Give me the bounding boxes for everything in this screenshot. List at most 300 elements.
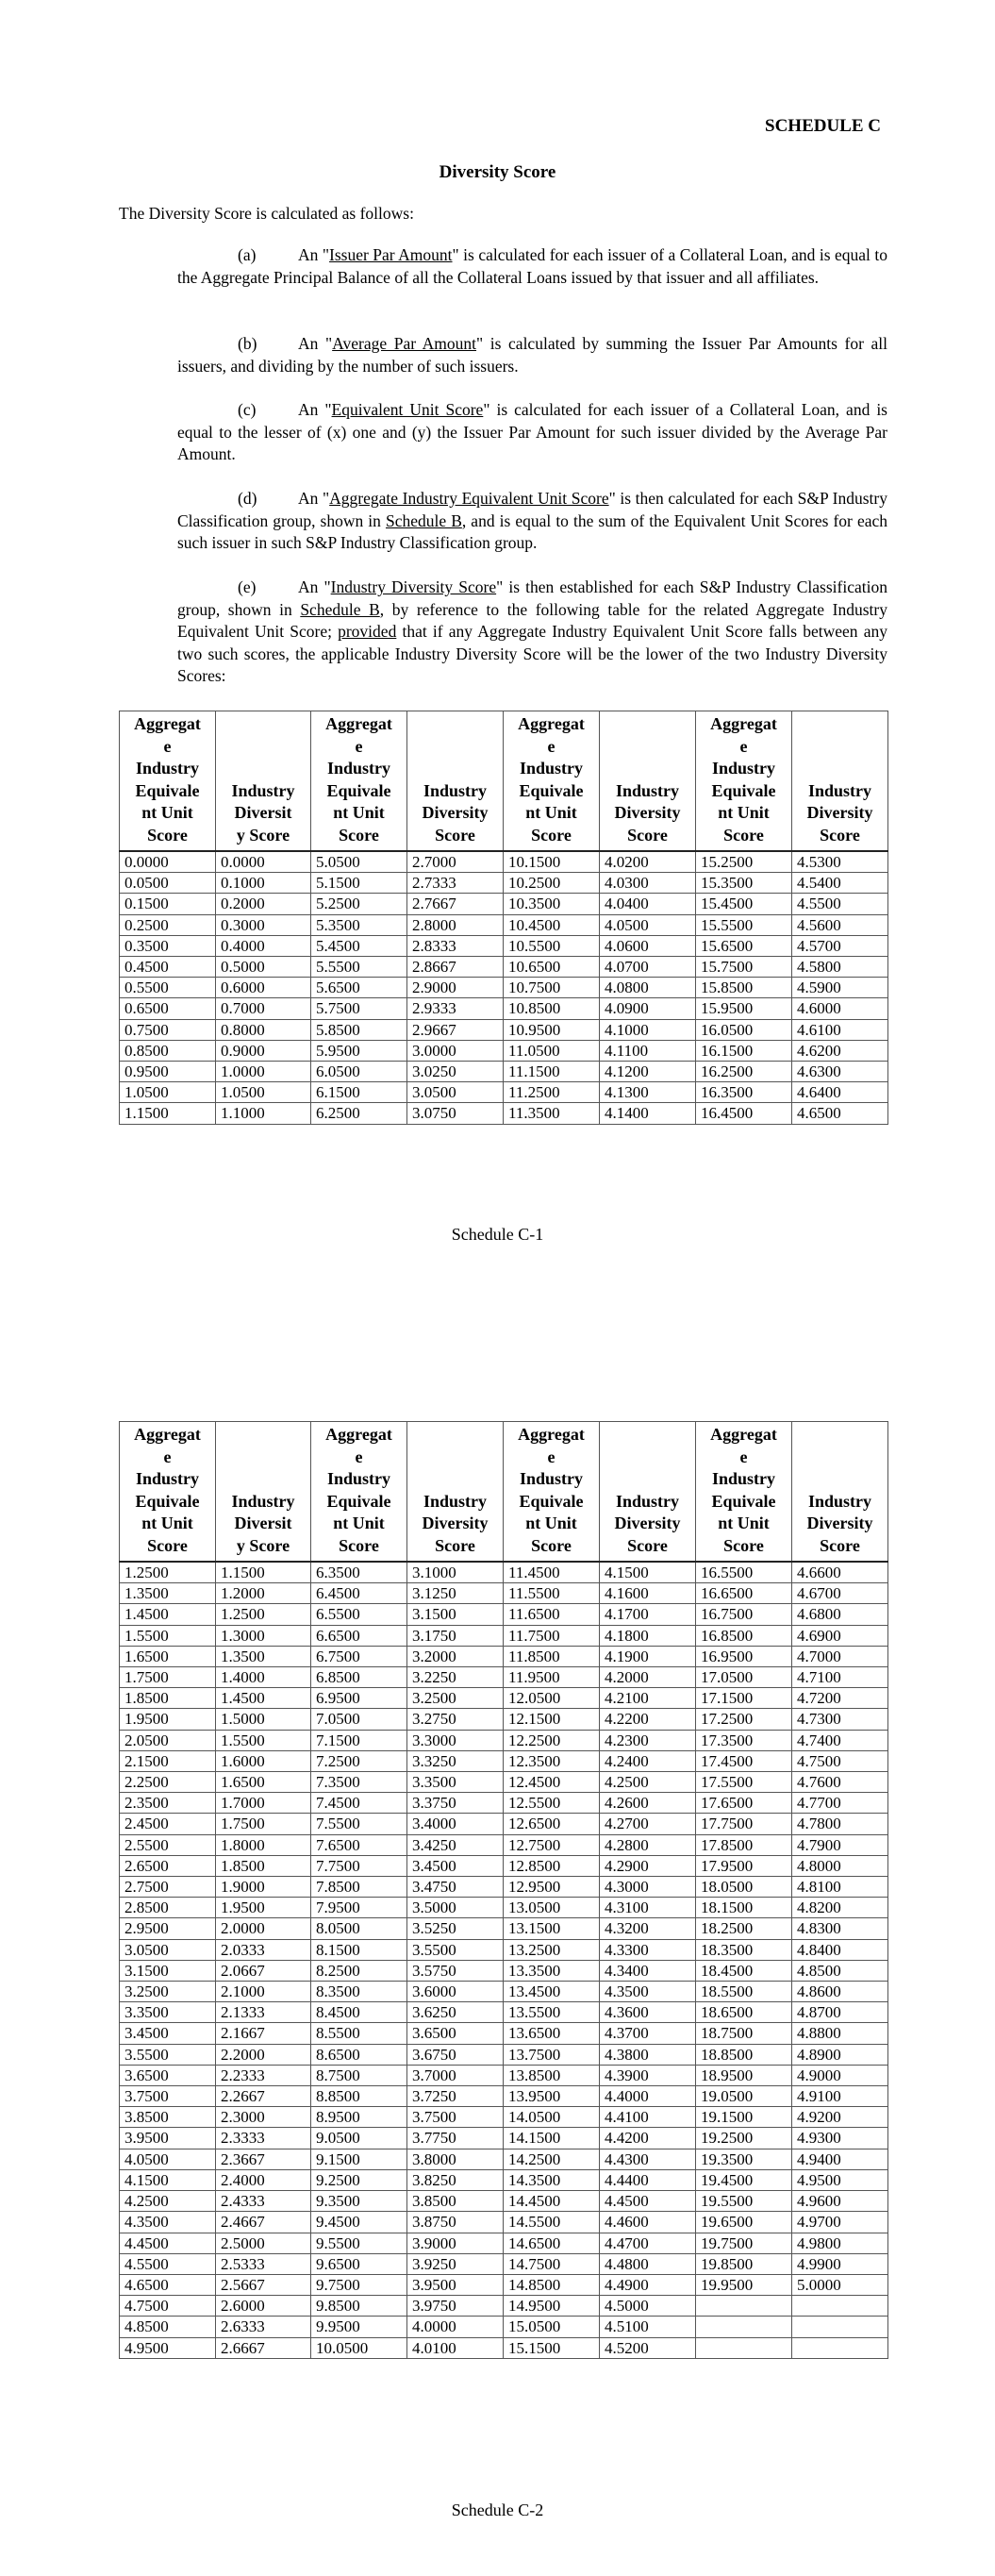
table-row xyxy=(120,1898,888,1918)
table-cell: 4.6300 xyxy=(792,1062,888,1082)
table-cell: 11.4500 xyxy=(504,1562,600,1583)
table-cell: 4.1000 xyxy=(600,1019,696,1040)
paragraph-label: (c) xyxy=(238,400,257,419)
intro-text: The Diversity Score is calculated as follows: xyxy=(119,204,414,223)
table-cell: 19.0500 xyxy=(696,2086,792,2107)
header-line: Aggregat xyxy=(518,1425,585,1444)
header-line: Equivale xyxy=(711,780,776,800)
table-cell: 1.8500 xyxy=(120,1688,216,1709)
table-row xyxy=(120,1855,888,1876)
table-row xyxy=(120,1625,888,1646)
table-cell: 2.5333 xyxy=(216,2253,311,2274)
page-2 xyxy=(0,1283,995,2576)
table-cell: 6.6500 xyxy=(311,1625,407,1646)
table-cell: 19.9500 xyxy=(696,2274,792,2295)
table-cell: 0.2000 xyxy=(216,894,311,914)
table-row xyxy=(120,1583,888,1604)
table-cell: 4.5100 xyxy=(600,2317,696,2337)
table-cell: 4.9400 xyxy=(792,2149,888,2169)
table-cell: 13.7500 xyxy=(504,2044,600,2065)
table-cell: 4.2300 xyxy=(600,1730,696,1750)
table-cell: 2.6000 xyxy=(216,2296,311,2317)
table-cell: 0.5500 xyxy=(120,978,216,998)
table-row xyxy=(120,2065,888,2085)
page-footer: Schedule C-2 xyxy=(451,2501,544,2519)
header-line: Industry xyxy=(326,759,391,778)
table-cell: 13.0500 xyxy=(504,1898,600,1918)
header-line: y Score xyxy=(236,1535,290,1555)
table-cell: 2.3667 xyxy=(216,2149,311,2169)
table-cell: 4.2500 xyxy=(120,2191,216,2212)
table-cell: 17.1500 xyxy=(696,1688,792,1709)
header-line: Industry xyxy=(135,759,200,778)
table-cell: 1.1000 xyxy=(216,1103,311,1124)
table-cell: 1.1500 xyxy=(216,1562,311,1583)
table-cell: 3.8750 xyxy=(407,2212,504,2233)
table-cell: 4.7800 xyxy=(792,1814,888,1834)
table-cell: 10.3500 xyxy=(504,894,600,914)
table-cell: 3.7750 xyxy=(407,2128,504,2149)
table-cell: 4.0500 xyxy=(600,914,696,935)
paragraph-c xyxy=(177,399,887,466)
table-row xyxy=(120,2212,888,2233)
table-cell: 1.0000 xyxy=(216,1062,311,1082)
header-line: Aggregat xyxy=(134,1425,201,1444)
header-line: Aggregat xyxy=(710,714,777,733)
table-cell: 4.5500 xyxy=(120,2253,216,2274)
table-cell: 19.3500 xyxy=(696,2149,792,2169)
table-cell: 19.5500 xyxy=(696,2191,792,2212)
table-cell: 17.4500 xyxy=(696,1750,792,1771)
table-cell: 3.4500 xyxy=(407,1855,504,1876)
table-row xyxy=(120,873,888,894)
table-cell: 4.0100 xyxy=(407,2337,504,2358)
header-line: Industry xyxy=(519,759,584,778)
table-cell: 4.1400 xyxy=(600,1103,696,1124)
table-cell: 13.3500 xyxy=(504,1960,600,1981)
table-cell: 16.8500 xyxy=(696,1625,792,1646)
header-diversity-score xyxy=(216,711,311,852)
table-row xyxy=(120,1667,888,1688)
table-cell: 1.2000 xyxy=(216,1583,311,1604)
table-cell: 4.4500 xyxy=(600,2191,696,2212)
table-cell: 16.2500 xyxy=(696,1062,792,1082)
header-line: nt Unit xyxy=(333,1514,385,1532)
header-line: y Score xyxy=(236,825,290,845)
header-line: nt Unit xyxy=(525,803,577,822)
table-row xyxy=(120,1562,888,1583)
table-cell: 19.6500 xyxy=(696,2212,792,2233)
table-cell: 4.7700 xyxy=(792,1793,888,1814)
table-cell: 4.8900 xyxy=(792,2044,888,2065)
table-cell: 3.7500 xyxy=(120,2086,216,2107)
table-cell: 4.0400 xyxy=(600,894,696,914)
table-row xyxy=(120,1019,888,1040)
table-cell: 18.9500 xyxy=(696,2065,792,2085)
table-cell: 2.4500 xyxy=(120,1814,216,1834)
table-cell: 4.6700 xyxy=(792,1583,888,1604)
table-cell: 3.8500 xyxy=(120,2107,216,2128)
table-cell: 3.5000 xyxy=(407,1898,504,1918)
page-1 xyxy=(0,0,995,1283)
table-row xyxy=(120,1103,888,1124)
table-cell: 3.3250 xyxy=(407,1750,504,1771)
table-cell: 9.0500 xyxy=(311,2128,407,2149)
paragraph-text: An " xyxy=(298,489,330,508)
table-cell: 11.1500 xyxy=(504,1062,600,1082)
table-cell: 4.0800 xyxy=(600,978,696,998)
paragraph-text: , and is equal to the sum of the Equivalent Unit Scores for each such issuer in such S&P Industry Classification group. xyxy=(177,510,887,552)
header-line: Industry xyxy=(615,780,680,800)
table-cell: 4.1800 xyxy=(600,1625,696,1646)
table-cell: 3.7000 xyxy=(407,2065,504,2085)
table-cell: 9.8500 xyxy=(311,2296,407,2317)
table-cell: 4.8000 xyxy=(792,1855,888,1876)
table-cell: 7.0500 xyxy=(311,1709,407,1730)
table-cell: 14.5500 xyxy=(504,2212,600,2233)
diversity-score-table-1 xyxy=(119,711,888,1125)
paragraph-text: that if any Aggregate Industry Equivalent Unit Score falls between any two such scores, the applicable Industry Diversity Score will be the lower of the two Industry Diversity Scores: xyxy=(177,622,887,685)
table-cell: 6.3500 xyxy=(311,1562,407,1583)
table-cell: 0.3000 xyxy=(216,914,311,935)
table-cell: 12.3500 xyxy=(504,1750,600,1771)
table-cell: 6.2500 xyxy=(311,1103,407,1124)
table-cell: 4.4300 xyxy=(600,2149,696,2169)
table-cell: 9.6500 xyxy=(311,2253,407,2274)
table-cell: 0.1500 xyxy=(120,894,216,914)
table-cell: 0.3500 xyxy=(120,935,216,956)
header-diversity-score xyxy=(792,1422,888,1563)
table-cell: 3.2500 xyxy=(407,1688,504,1709)
table-cell: 7.2500 xyxy=(311,1750,407,1771)
table-cell: 3.5500 xyxy=(120,2044,216,2065)
table-cell: 7.5500 xyxy=(311,1814,407,1834)
table-cell: 15.1500 xyxy=(504,2337,600,2358)
table-cell: 16.5500 xyxy=(696,1562,792,1583)
table-cell: 5.5500 xyxy=(311,957,407,978)
header-line: Score xyxy=(820,1535,860,1555)
table-row xyxy=(120,1646,888,1666)
table-cell: 4.8500 xyxy=(792,1960,888,1981)
table-cell: 4.3100 xyxy=(600,1898,696,1918)
table-cell: 2.2333 xyxy=(216,2065,311,2085)
table-cell: 18.4500 xyxy=(696,1960,792,1981)
table-cell: 2.9667 xyxy=(407,1019,504,1040)
table-row xyxy=(120,2233,888,2253)
table-cell: 15.2500 xyxy=(696,851,792,873)
table-cell: 3.2250 xyxy=(407,1667,504,1688)
table-cell: 2.6500 xyxy=(120,1855,216,1876)
paragraph-text: An " xyxy=(298,400,332,419)
table-cell: 8.0500 xyxy=(311,1918,407,1939)
header-line: Score xyxy=(627,825,668,845)
table-cell: 16.0500 xyxy=(696,1019,792,1040)
header-line: Diversity xyxy=(422,1514,489,1532)
table-cell: 1.6500 xyxy=(120,1646,216,1666)
header-line: Industry xyxy=(519,1469,584,1488)
table-cell: 2.7333 xyxy=(407,873,504,894)
header-line: Industry xyxy=(423,1491,488,1511)
table-cell: 4.9300 xyxy=(792,2128,888,2149)
header-diversity-score xyxy=(216,1422,311,1563)
table-cell: 0.5000 xyxy=(216,957,311,978)
table-cell: 4.6600 xyxy=(792,1562,888,1583)
table-cell: 3.4750 xyxy=(407,1877,504,1898)
table-cell: 10.5500 xyxy=(504,935,600,956)
table-cell: 2.9000 xyxy=(407,978,504,998)
table-cell: 7.9500 xyxy=(311,1898,407,1918)
table-cell: 2.8667 xyxy=(407,957,504,978)
table-cell: 4.5000 xyxy=(600,2296,696,2317)
table-cell: 1.4000 xyxy=(216,1667,311,1688)
table-cell: 4.0200 xyxy=(600,851,696,873)
table-cell: 4.5500 xyxy=(792,894,888,914)
table-cell: 11.5500 xyxy=(504,1583,600,1604)
table-cell: 3.6500 xyxy=(407,2023,504,2044)
table-cell: 3.8500 xyxy=(407,2191,504,2212)
header-line: Equivale xyxy=(135,780,200,800)
table-cell: 17.2500 xyxy=(696,1709,792,1730)
table-cell: 4.0500 xyxy=(120,2149,216,2169)
table-cell: 16.6500 xyxy=(696,1583,792,1604)
defined-term: Equivalent Unit Score xyxy=(331,400,484,419)
table-cell: 13.1500 xyxy=(504,1918,600,1939)
header-line: e xyxy=(355,1447,363,1466)
table-cell: 3.8250 xyxy=(407,2169,504,2190)
table-cell: 0.8000 xyxy=(216,1019,311,1040)
table-cell: 3.6250 xyxy=(407,2002,504,2023)
header-line: nt Unit xyxy=(333,803,385,822)
header-line: Equivale xyxy=(326,780,391,800)
table-cell: 5.2500 xyxy=(311,894,407,914)
table-cell: 4.9000 xyxy=(792,2065,888,2085)
header-diversity-score xyxy=(407,1422,504,1563)
table-cell: 19.4500 xyxy=(696,2169,792,2190)
table-cell: 1.3000 xyxy=(216,1625,311,1646)
table-cell: 6.7500 xyxy=(311,1646,407,1666)
header-diversity-score xyxy=(792,711,888,852)
table-cell xyxy=(792,2317,888,2337)
table-cell: 15.6500 xyxy=(696,935,792,956)
paragraph-text: " is then established for each S&P Industry Classification group, shown in xyxy=(177,577,887,619)
table-cell: 0.7000 xyxy=(216,998,311,1019)
table-cell: 4.2100 xyxy=(600,1688,696,1709)
table-row xyxy=(120,851,888,873)
table-header-row xyxy=(120,711,888,852)
table-cell: 3.1250 xyxy=(407,1583,504,1604)
table-cell: 0.2500 xyxy=(120,914,216,935)
table-cell xyxy=(792,2296,888,2317)
header-line: Industry xyxy=(135,1469,200,1488)
header-line: e xyxy=(355,736,363,756)
table-cell: 4.0000 xyxy=(407,2317,504,2337)
table-cell: 4.0600 xyxy=(600,935,696,956)
header-aggregate-score xyxy=(311,711,407,852)
table-cell: 4.6800 xyxy=(792,1604,888,1625)
paragraph-text: An " xyxy=(298,334,333,353)
table-cell: 4.2000 xyxy=(600,1667,696,1688)
table-cell: 10.0500 xyxy=(311,2337,407,2358)
page-footer: Schedule C-1 xyxy=(451,1225,544,1244)
table-cell: 14.8500 xyxy=(504,2274,600,2295)
table-cell: 4.9700 xyxy=(792,2212,888,2233)
table-cell: 4.4100 xyxy=(600,2107,696,2128)
table-cell: 8.3500 xyxy=(311,1982,407,2002)
table-cell: 4.3400 xyxy=(600,1960,696,1981)
table-cell: 4.5300 xyxy=(792,851,888,873)
table-cell: 2.2667 xyxy=(216,2086,311,2107)
header-line: Industry xyxy=(711,759,776,778)
table-cell: 12.2500 xyxy=(504,1730,600,1750)
table-cell: 0.0000 xyxy=(216,851,311,873)
table-cell: 4.3300 xyxy=(600,1939,696,1960)
header-line: Aggregat xyxy=(134,714,201,733)
table-cell: 3.0500 xyxy=(407,1082,504,1103)
table-cell: 8.8500 xyxy=(311,2086,407,2107)
header-line: Score xyxy=(339,1535,379,1555)
table-cell: 15.7500 xyxy=(696,957,792,978)
table-cell: 3.2500 xyxy=(120,1982,216,2002)
table-cell: 5.9500 xyxy=(311,1040,407,1061)
header-line: Industry xyxy=(231,1491,295,1511)
table-row xyxy=(120,935,888,956)
table-cell: 1.5500 xyxy=(120,1625,216,1646)
header-line: nt Unit xyxy=(525,1514,577,1532)
defined-term: Industry Diversity Score xyxy=(330,577,497,596)
table-row xyxy=(120,2044,888,2065)
table-header-row xyxy=(120,1422,888,1563)
header-line: Equivale xyxy=(326,1491,391,1511)
paragraph-a xyxy=(177,244,887,289)
header-line: e xyxy=(739,1447,748,1466)
table-cell: 11.7500 xyxy=(504,1625,600,1646)
table-cell: 13.4500 xyxy=(504,1982,600,2002)
table-cell: 1.5500 xyxy=(216,1730,311,1750)
table-cell: 3.4250 xyxy=(407,1834,504,1855)
table-row xyxy=(120,1709,888,1730)
table-cell: 1.9500 xyxy=(120,1709,216,1730)
table-cell: 12.0500 xyxy=(504,1688,600,1709)
table-row xyxy=(120,2107,888,2128)
table-cell: 3.0500 xyxy=(120,1939,216,1960)
table-cell: 2.0667 xyxy=(216,1960,311,1981)
table-cell: 1.6500 xyxy=(216,1772,311,1793)
table-cell: 15.5500 xyxy=(696,914,792,935)
table-cell: 10.9500 xyxy=(504,1019,600,1040)
header-line: Equivale xyxy=(519,1491,584,1511)
table-cell: 12.8500 xyxy=(504,1855,600,1876)
defined-term: Average Par Amount xyxy=(332,334,477,353)
table-cell: 1.4500 xyxy=(120,1604,216,1625)
table-cell: 11.2500 xyxy=(504,1082,600,1103)
table-cell: 2.0333 xyxy=(216,1939,311,1960)
header-line: Equivale xyxy=(135,1491,200,1511)
table-cell: 4.4700 xyxy=(600,2233,696,2253)
paragraph-text: " is calculated for each issuer of a Collateral Loan, and is equal to the Aggregate Principal Balance of all the Collateral Loans issued by that issuer and all affiliates. xyxy=(177,245,887,287)
table-cell: 18.8500 xyxy=(696,2044,792,2065)
paragraph-label: (b) xyxy=(238,334,257,353)
table-cell: 4.6500 xyxy=(120,2274,216,2295)
table-cell: 3.2750 xyxy=(407,1709,504,1730)
header-aggregate-score xyxy=(504,711,600,852)
paragraph-label: (d) xyxy=(238,489,257,508)
table-cell: 1.6000 xyxy=(216,1750,311,1771)
table-cell: 8.2500 xyxy=(311,1960,407,1981)
table-row xyxy=(120,2274,888,2295)
table-cell: 17.6500 xyxy=(696,1793,792,1814)
header-line: Score xyxy=(435,825,475,845)
table-cell: 2.5667 xyxy=(216,2274,311,2295)
header-line: Score xyxy=(435,1535,475,1555)
table-cell: 4.4400 xyxy=(600,2169,696,2190)
table-cell: 3.9000 xyxy=(407,2233,504,2253)
table-cell: 6.9500 xyxy=(311,1688,407,1709)
document-heading: Diversity Score xyxy=(439,162,556,182)
table-cell: 10.8500 xyxy=(504,998,600,1019)
table-cell: 4.8700 xyxy=(792,2002,888,2023)
table-cell: 4.0900 xyxy=(600,998,696,1019)
table-cell: 7.8500 xyxy=(311,1877,407,1898)
table-cell: 4.4000 xyxy=(600,2086,696,2107)
table-cell: 16.7500 xyxy=(696,1604,792,1625)
table-cell: 4.1900 xyxy=(600,1646,696,1666)
header-line: nt Unit xyxy=(718,1514,770,1532)
table-cell: 4.9600 xyxy=(792,2191,888,2212)
header-diversity-score xyxy=(600,711,696,852)
table-cell: 4.7900 xyxy=(792,1834,888,1855)
table-cell: 4.2900 xyxy=(600,1855,696,1876)
header-line: Diversit xyxy=(234,803,292,822)
table-cell: 5.0000 xyxy=(792,2274,888,2295)
header-line: Diversity xyxy=(614,803,681,822)
table-cell: 1.3500 xyxy=(216,1646,311,1666)
table-cell: 15.3500 xyxy=(696,873,792,894)
table-cell: 2.5000 xyxy=(216,2233,311,2253)
table-cell: 10.1500 xyxy=(504,851,600,873)
table-cell: 1.0500 xyxy=(216,1082,311,1103)
table-cell: 4.9800 xyxy=(792,2233,888,2253)
header-line: nt Unit xyxy=(141,1514,193,1532)
table-cell: 5.3500 xyxy=(311,914,407,935)
paragraph-label: (e) xyxy=(238,577,257,596)
table-cell: 18.6500 xyxy=(696,2002,792,2023)
table-cell: 6.8500 xyxy=(311,1667,407,1688)
table-cell: 3.6500 xyxy=(120,2065,216,2085)
table-row xyxy=(120,914,888,935)
table-row xyxy=(120,1772,888,1793)
table-cell: 3.9250 xyxy=(407,2253,504,2274)
table-row xyxy=(120,1793,888,1814)
header-line: Diversity xyxy=(614,1514,681,1532)
header-line: e xyxy=(163,1447,172,1466)
table-cell: 3.5500 xyxy=(407,1939,504,1960)
table-cell: 0.0000 xyxy=(120,851,216,873)
table-cell: 17.7500 xyxy=(696,1814,792,1834)
table-cell: 5.8500 xyxy=(311,1019,407,1040)
paragraph-text: , by reference to the following table for the related Aggregate Industry Equivalent Unit Score; xyxy=(177,599,887,641)
table-cell: 10.6500 xyxy=(504,957,600,978)
header-line: e xyxy=(163,736,172,756)
table-cell: 3.6000 xyxy=(407,1982,504,2002)
table-cell: 9.2500 xyxy=(311,2169,407,2190)
table-cell: 4.0700 xyxy=(600,957,696,978)
table-cell: 17.3500 xyxy=(696,1730,792,1750)
table-cell: 2.7500 xyxy=(120,1877,216,1898)
table-cell: 1.9000 xyxy=(216,1877,311,1898)
table-cell: 1.1500 xyxy=(120,1103,216,1124)
header-line: Score xyxy=(531,825,572,845)
defined-term: Issuer Par Amount xyxy=(329,245,453,264)
